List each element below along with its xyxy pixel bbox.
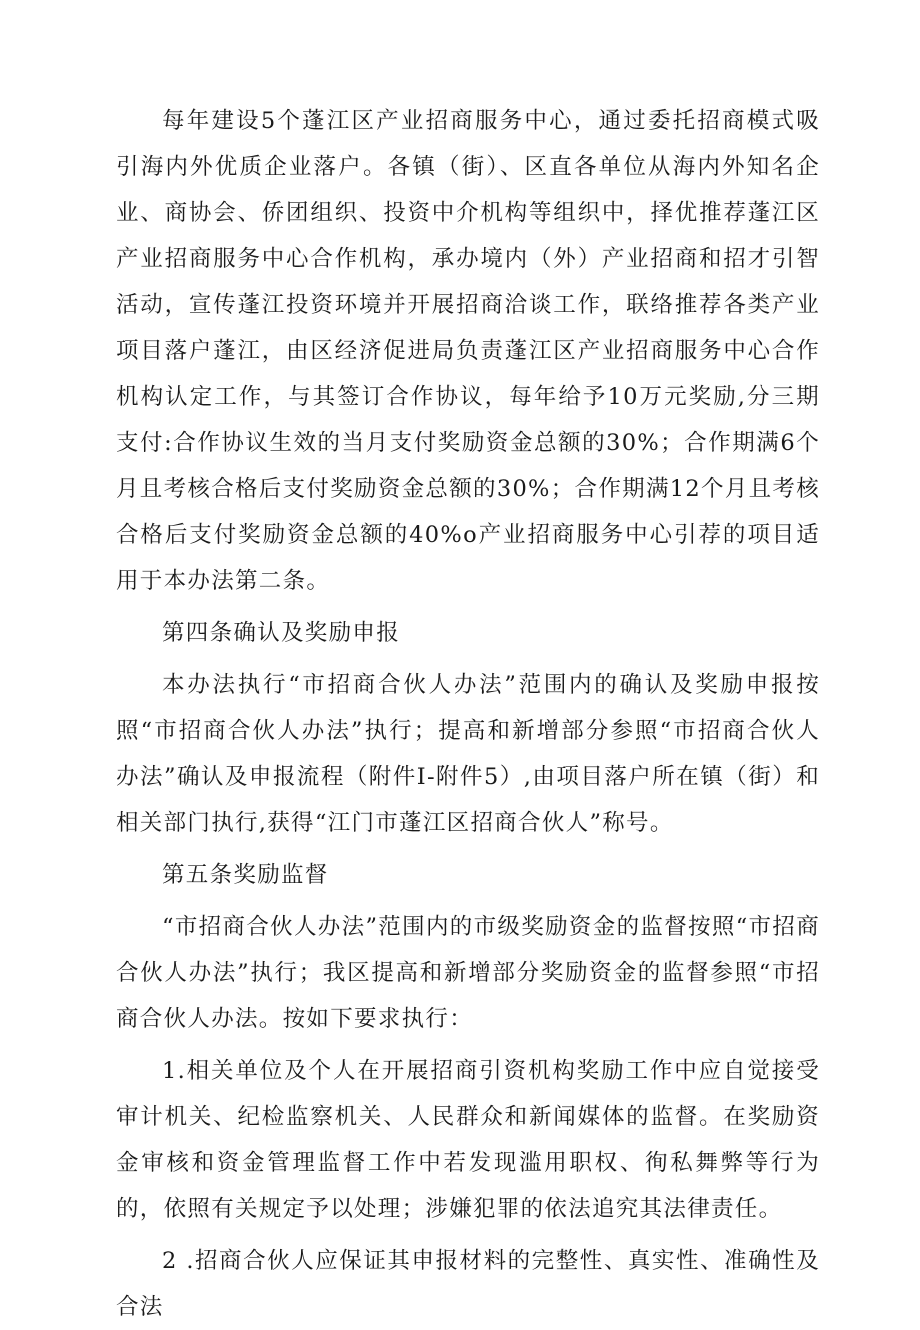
paragraph-confirmation: 本办法执行“市招商合伙人办法”范围内的确认及奖励申报按照“市招商合伙人办法”执行；提高和新增部分参照“市招商合伙人办法”确认及申报流程（附件I-附件5）,由项目落户所在镇（街）和相关部门执行,获得“江门市蓬江区招商合伙人”称号。: [116, 672, 820, 836]
list-item-1: 1.相关单位及个人在开展招商引资机构奖励工作中应自觉接受审计机关、纪检监察机关、人民群众和新闻媒体的监督。在奖励资金审核和资金管理监督工作中若发现滥用职权、徇私舞弊等行为的，依照有关规定予以处理；涉嫌犯罪的依法追究其法律责任。: [116, 1058, 820, 1222]
article-five-heading: 第五条奖励监督: [162, 862, 329, 888]
paragraph-service-center: 每年建设5个蓬江区产业招商服务中心，通过委托招商模式吸引海内外优质企业落户。各镇（街）、区直各单位从海内外知名企业、商协会、侨团组织、投资中介机构等组织中，择优推荐蓬江区产业招商服务中心合作机构，承办境内（外）产业招商和招才引智活动，宣传蓬江投资环境并开展招商洽谈工作，联络推荐各类产业项目落户蓬江，由区经济促进局负责蓬江区产业招商服务中心合作机构认定工作，与其签订合作协议，每年给予10万元奖励,分三期支付:合作协议生效的当月支付奖励资金总额的30%；合作期满6个月且考核合格后支付奖励资金总额的30%；合作期满12个月且考核合格后支付奖励资金总额的40%o产业招商服务中心引荐的项目适用于本办法第二条。: [116, 108, 820, 594]
paragraph-supervision: “市招商合伙人办法”范围内的市级奖励资金的监督按照“市招商合伙人办法”执行；我区提高和新增部分奖励资金的监督参照“市招商合伙人办法。按如下要求执行：: [116, 914, 820, 1032]
article-four-heading: 第四条确认及奖励申报: [162, 620, 401, 646]
list-item-2: 2 .招商合伙人应保证其申报材料的完整性、真实性、准确性及合法: [116, 1248, 820, 1320]
